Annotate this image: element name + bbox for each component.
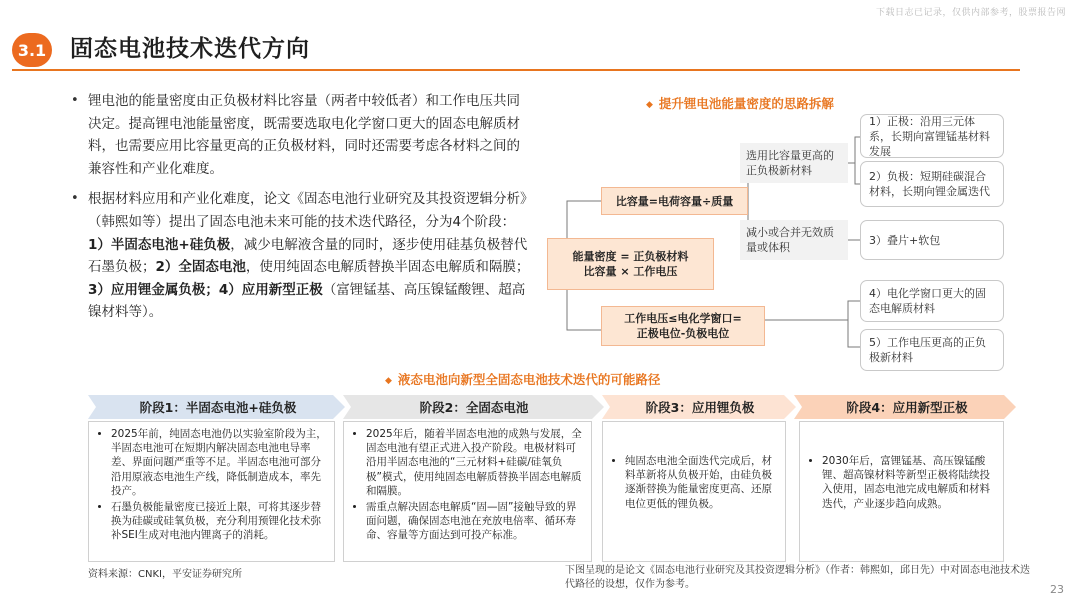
stage-1-item-2: • 石墨负极能量密度已接近上限，可将其逐步替换为硅碳或硅氧负极，充分利用预锂化技术弥补SEI生成对电池内锂离子的消耗。 (111, 500, 328, 543)
leaf-electrolyte: 4）电化学窗口更大的固态电解质材料 (860, 280, 1004, 322)
bullet-text: ，使用纯固态电解质替换半固态电解质和隔膜； (245, 259, 530, 276)
bullet-bold-stage4: 4）应用新型正极 (218, 281, 323, 298)
bullet-text: 锂电池的能量密度由正负极材料比容量（两者中较低者）和工作电压共同决定。提高锂电池能量密度，既需要选取电化学窗口更大的固态电解质材料，也需要应用比容量更高的正负极材料，同时还需要考虑各材料之间的兼容性和产业化难度。 (88, 93, 520, 177)
stage-1-label: 阶段1：半固态电池+硅负极 (139, 400, 297, 415)
leaf-cathode: 1）正极：沿用三元体系，长期向富锂锰基材料发展 (860, 114, 1004, 158)
diamond-icon: ◆ (646, 99, 653, 110)
stage-2-item-2: • 需重点解决固态电解质“固—固”接触导致的界面问题，确保固态电池在充放电倍率、循环寿命、容量等方面达到可投产标准。 (366, 500, 585, 543)
path-title-text: 液态电池向新型全固态电池技术迭代的可能路径 (397, 372, 661, 387)
diagram-title-text: 提升锂电池能量密度的思路拆解 (658, 96, 834, 111)
stage-4-label: 阶段4：应用新型正极 (846, 400, 968, 415)
stage-3-label: 阶段3：应用锂负极 (645, 400, 755, 415)
capacity-box: 比容量=电荷容量÷质量 (601, 187, 748, 215)
stage-2-item-1: • 2025年后，随着半固态电池的成熟与发展，全固态电池有望正式进入投产阶段。电极材料可沿用半固态电池的“三元材料+硅碳/硅氧负极”模式，使用纯固态电解质替换半固态电解质和隔膜。 (366, 427, 585, 498)
stage-3-item-1: • 纯固态电池全面迭代完成后，材料革新将从负极开始，由硅负极逐渐替换为能量密度更高、还原电位更低的锂负极。 (625, 454, 779, 511)
bullet-dot-icon: • (71, 93, 79, 108)
stage-1-box (88, 421, 335, 562)
bullet-bold-stage1: 1）半固态电池+硅负极 (88, 236, 231, 253)
leaf-anode: 2）负极：短期硅碳混合材料，长期向锂金属迭代 (860, 161, 1004, 207)
page-title: 固态电池技术迭代方向 (70, 36, 310, 62)
top-note: 下载日志已记录，仅供内部参考，股票报告网 (875, 8, 1066, 18)
bullet-bold-stage3: 3）应用锂金属负极； (88, 281, 219, 298)
leaf-high-voltage: 5）工作电压更高的正负极新材料 (860, 329, 1004, 371)
voltage-line-1: 工作电压≤电化学窗口= (624, 312, 742, 325)
mid-box-new-materials: 选用比容量更高的正负极新材料 (740, 143, 848, 183)
bullet-dot-icon: • (71, 191, 79, 207)
stage-1-item-1: • 2025年前，纯固态电池仍以实验室阶段为主，半固态电池可在短期内解决固态电池电导率差、界面问题严重等不足。半固态电池可部分沿用原液态电池生产线，降低制造成本，率先投产。 (111, 427, 328, 498)
bullet-text: （富锂锰基、高压镍锰酸锂、超高镍材料等）。 (88, 281, 526, 321)
root-line-1: 能量密度 = 正负极材料 (572, 250, 689, 263)
source-note: 资料来源：CNKI，平安证券研究所 (88, 569, 242, 580)
stage-2-label: 阶段2：全固态电池 (419, 400, 529, 415)
bullet-bold-stage2: 2）全固态电池 (155, 259, 246, 276)
voltage-line-2: 正极电位-负极电位 (636, 327, 730, 340)
stage-4-box (799, 421, 1004, 562)
section-number-badge: 3.1 (12, 33, 52, 67)
diamond-icon: ◆ (385, 375, 392, 386)
stage-4-item-1: • 2030年后，富锂锰基、高压镍锰酸锂、超高镍材料等新型正极将陆续投入使用，固态电池完成电解质和材料迭代，产业逐步趋向成熟。 (822, 454, 997, 511)
stage-2-box (343, 421, 592, 562)
mid-box-reduce-mass: 减小或合并无效质量或体积 (740, 220, 848, 260)
stage-3-box (602, 421, 786, 562)
root-line-2: 比容量 × 工作电压 (583, 265, 678, 278)
leaf-stacking: 3）叠片+软包 (860, 220, 1004, 260)
page-number: 23 (1050, 583, 1064, 596)
caption-note: 下图呈现的是论文《固态电池行业研究及其投资逻辑分析》（作者：韩熙如，邱日先）中对固态电池技术迭代路径的设想，仅作为参考。 (565, 565, 1030, 590)
bullet-text: ，减少电解液含量的同时，逐步使用硅基负极替代石墨负极； (88, 236, 528, 276)
bullet-text: 根据材料应用和产业化难度，论文《固态电池行业研究及其投资逻辑分析》（韩熙如等）提出了固态电池未来可能的技术迭代路径，分为4个阶段： (88, 191, 527, 230)
